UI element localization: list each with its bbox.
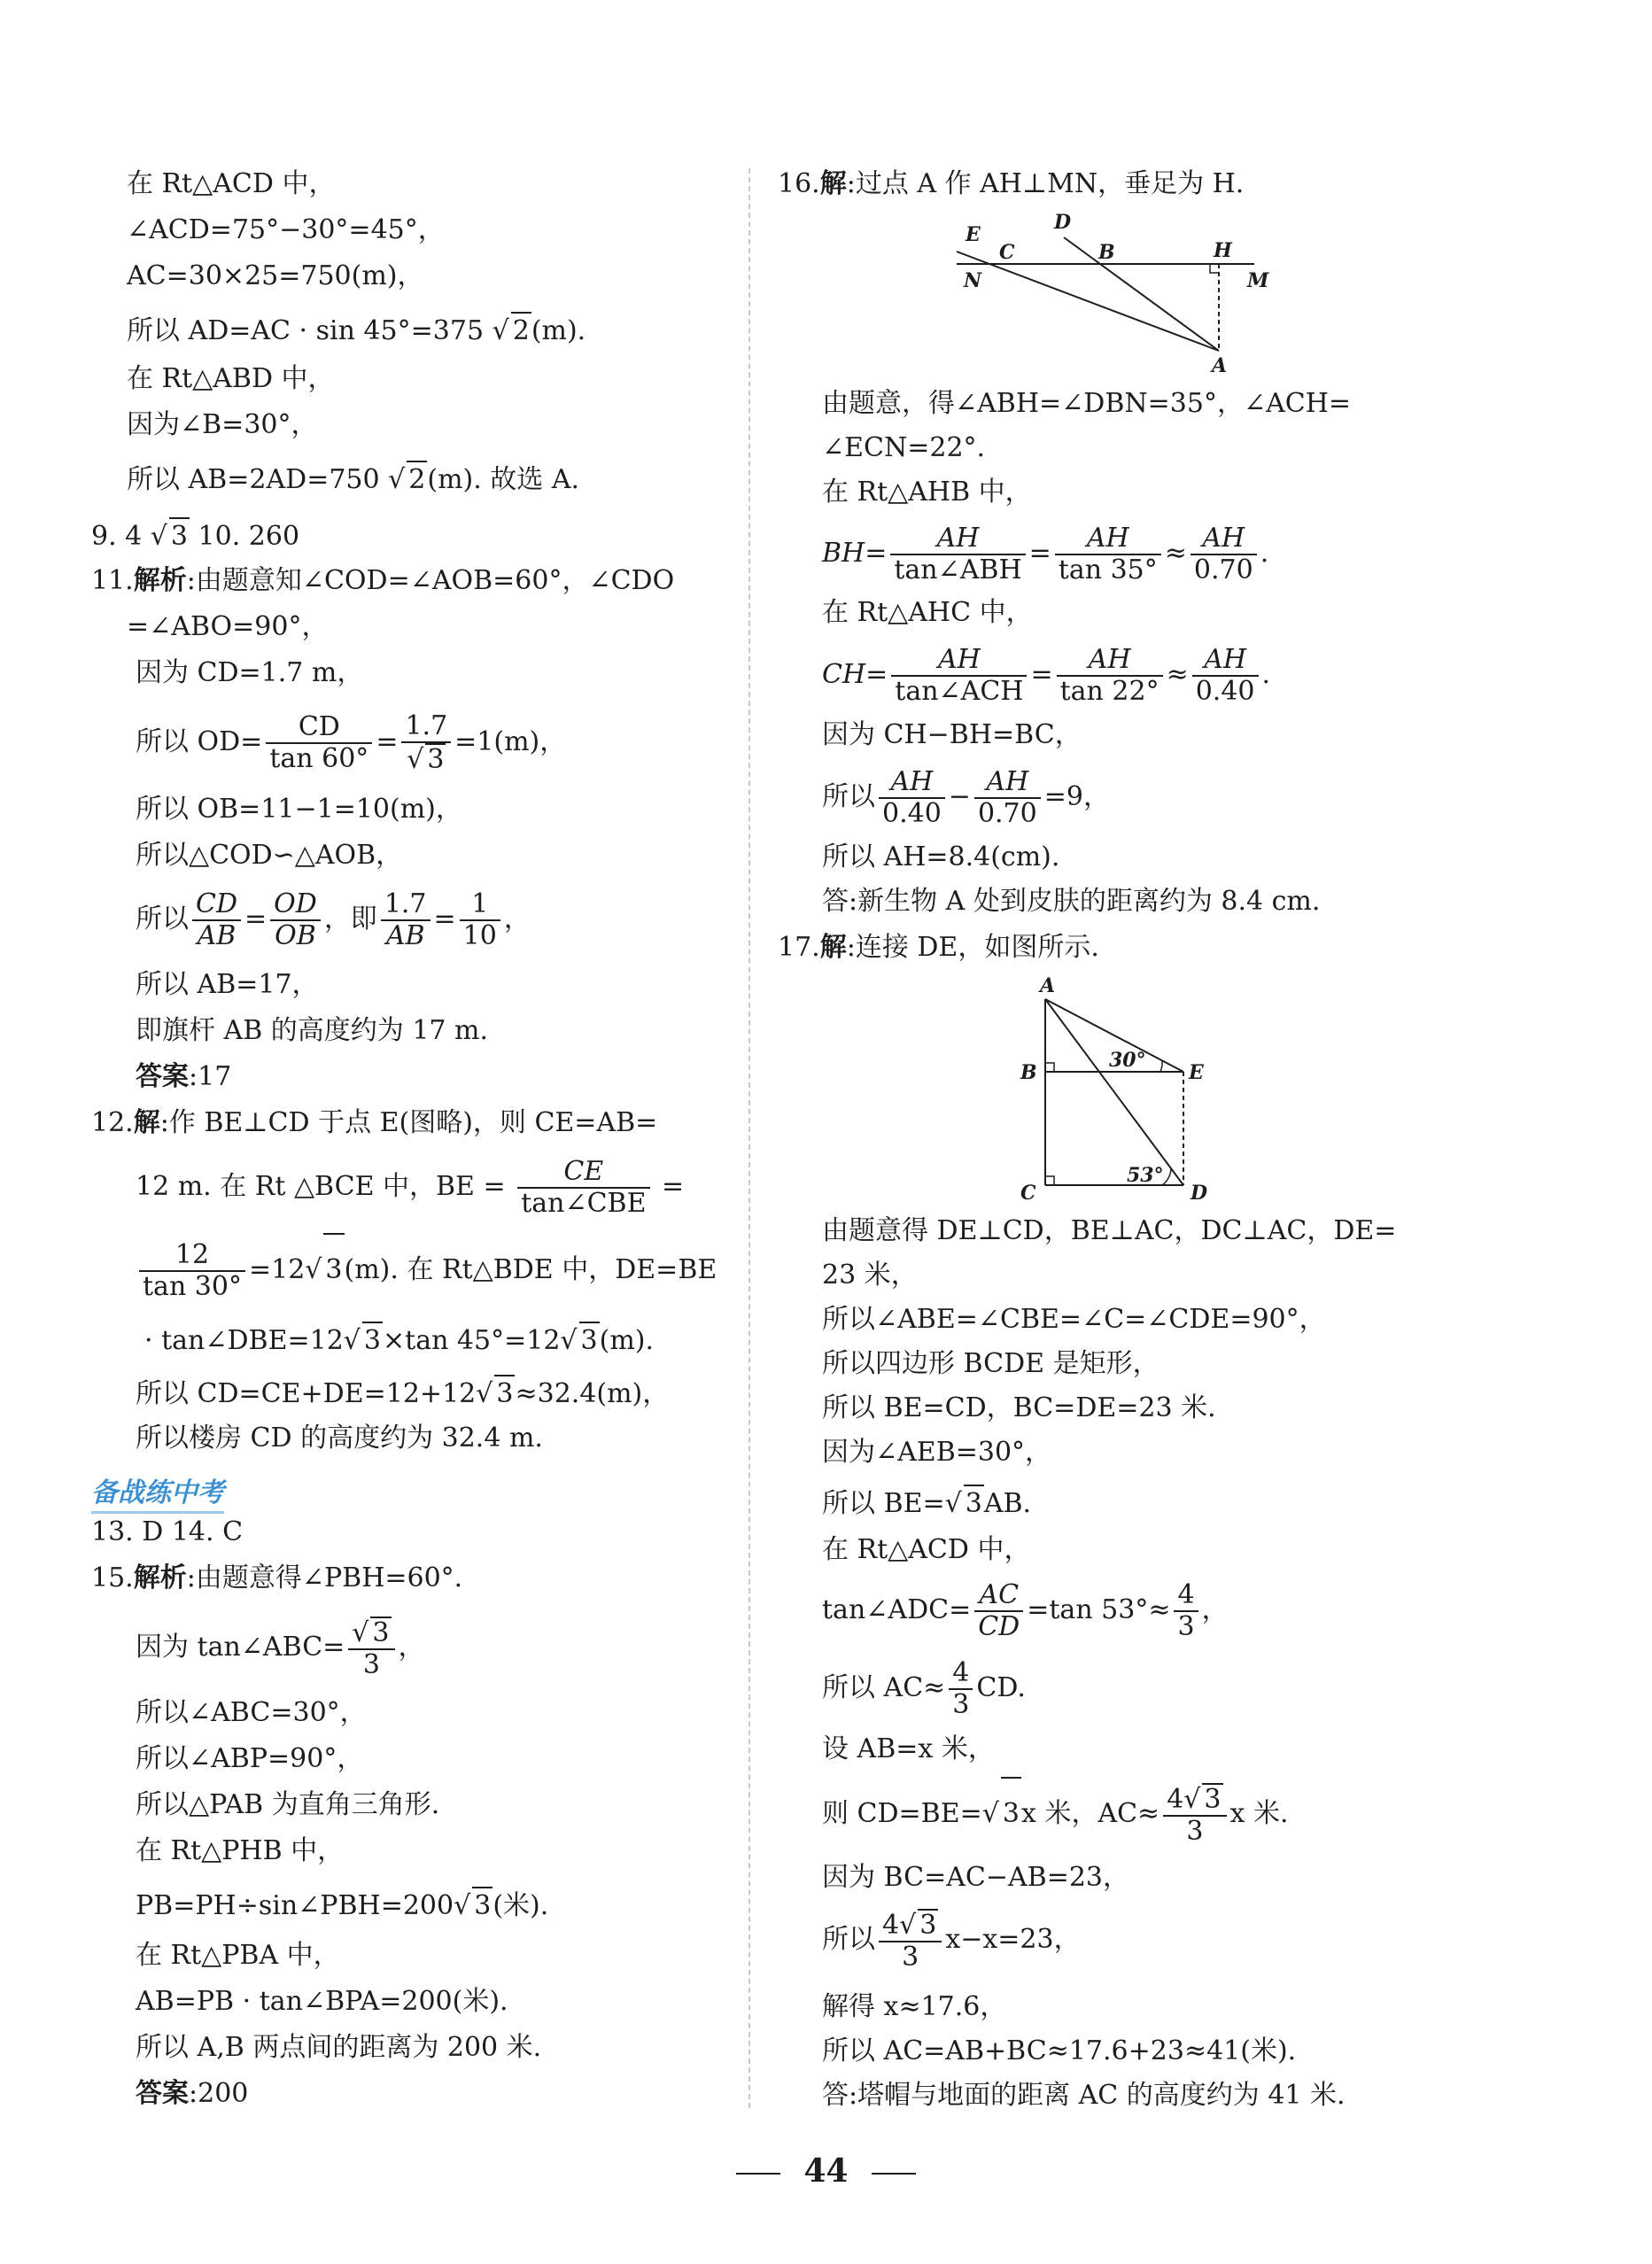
text-line: 在 Rt△ABD 中， xyxy=(127,363,335,394)
label-n: N xyxy=(964,269,982,292)
label-b: B xyxy=(1020,1061,1037,1084)
angle-arc-30 xyxy=(1160,1060,1162,1072)
text-line: 所以∠ABE=∠CBE=∠C=∠CDE=90°， xyxy=(822,1304,1326,1335)
answer-line: 答案:17 xyxy=(136,1061,232,1092)
equation-line: 所以 $\frac{CD}{AB}$ = $\frac{OD}{OB}$ ，即 $\frac{1.7}{AB}$ = $\frac{1}{10}$ ， xyxy=(136,888,531,951)
question-11: 11.解析:由题意知∠COD=∠AOB=60°，∠CDO xyxy=(91,565,675,596)
equation-line: 所以 AC≈ $\frac{4}{3}$ CD. xyxy=(822,1657,1026,1720)
label-b: B xyxy=(1098,241,1115,264)
text-line: ∠ECN=22°. xyxy=(822,432,986,463)
right-angle-mark xyxy=(1045,1063,1054,1072)
page-number: 44 xyxy=(0,2152,1652,2190)
text-line: PB=PH÷sin∠PBH=200√ 3(米). xyxy=(136,1887,548,1924)
text-line: ∠ACD=75°−30°=45°， xyxy=(127,214,445,245)
text-line: =∠ABO=90°， xyxy=(127,611,329,642)
equation-line: BH= $\frac{AH}{\text{tan∠ABH}}$ = $\frac{AH}{\tan 35^\circ}$ ≈ $\frac{AH}{0.70}$ . xyxy=(822,523,1269,585)
text-line: 所以△COD∽△AOB， xyxy=(136,840,403,871)
right-angle-mark xyxy=(1045,1176,1054,1185)
equation-line: 所以 $\frac{AH}{0.40}$ − $\frac{AH}{0.70}$ =9， xyxy=(822,766,1110,829)
text-line: 所以 AH=8.4(cm). xyxy=(822,841,1060,872)
right-angle-mark xyxy=(1210,264,1219,273)
text-line: 所以四边形 BCDE 是矩形， xyxy=(822,1348,1160,1379)
label-m: M xyxy=(1247,269,1269,292)
text-line: 在 Rt△PBA 中， xyxy=(136,1940,340,1971)
text-line: 所以 OB=11−1=10(m)， xyxy=(136,794,462,825)
figure-17 xyxy=(1010,973,1240,1203)
text-line: 所以 CD=CE+DE=12+12√ 3≈32.4(m)， xyxy=(136,1375,669,1412)
answer-line: 13. D 14. C xyxy=(91,1516,244,1547)
text-line: 所以 BE=√ 3AB. xyxy=(822,1485,1031,1522)
label-e: E xyxy=(1189,1061,1204,1084)
text-line: 因为 BC=AC−AB=23， xyxy=(822,1862,1130,1893)
text-line: · tan∠DBE=12√ 3×tan 45°=12√ 3(m). xyxy=(144,1322,654,1359)
equation-line: $\frac{12}{\tan 30^\circ}$ =12√ 3(m). 在 Rt△BDE 中，DE=BE xyxy=(136,1233,717,1304)
equation-line: 因为 tan∠ABC= √ $\frac{3}{3}$ ， xyxy=(136,1612,425,1683)
question-16: 16.解:过点 A 作 AH⊥MN，垂足为 H. xyxy=(778,168,1245,199)
text-line: 所以 AB=17， xyxy=(136,969,319,1000)
text-line: 答:新生物 A 处到皮肤的距离约为 8.4 cm. xyxy=(822,886,1321,917)
text-line: 所以∠ABC=30°， xyxy=(136,1697,367,1728)
text-line: 所以 BE=CD，BC=DE=23 米. xyxy=(822,1392,1216,1423)
answer-line: 9. 4 √ 3 10. 260 xyxy=(91,517,299,554)
label-a: A xyxy=(1040,974,1056,997)
text-line: 设 AB=x 米， xyxy=(822,1733,995,1764)
text-line: 因为∠B=30°， xyxy=(127,409,318,440)
question-12: 12.解:作 BE⊥CD 于点 E(图略)，则 CE=AB= xyxy=(91,1107,658,1138)
label-c: C xyxy=(1020,1182,1036,1203)
label-c: C xyxy=(999,241,1015,264)
label-h: H xyxy=(1214,239,1232,262)
text-line: 所以楼房 CD 的高度约为 32.4 m. xyxy=(136,1423,543,1454)
question-15: 15.解析:由题意得∠PBH=60°. xyxy=(91,1562,463,1593)
text-line: 因为 CH−BH=BC， xyxy=(822,719,1082,750)
text-line: 因为 CD=1.7 m， xyxy=(136,657,364,688)
section-title: 备战练中考 xyxy=(91,1470,224,1514)
line-ea xyxy=(957,252,1219,351)
text-line: 因为∠AEB=30°， xyxy=(822,1437,1052,1468)
text-line: 所以 AC=AB+BC≈17.6+23≈41(米). xyxy=(822,2035,1297,2066)
text-line: AB=PB · tan∠BPA=200(米). xyxy=(136,1986,508,2017)
column-divider xyxy=(748,168,750,2108)
text-line: 在 Rt△AHC 中， xyxy=(822,597,1033,628)
text-line: 所以 AD=AC · sin 45°=375 √ 2(m). xyxy=(127,312,586,349)
text-line: 由题意得 DE⊥CD，BE⊥AC，DC⊥AC，DE= xyxy=(822,1215,1397,1246)
text-line: 由题意，得∠ABH=∠DBN=35°，∠ACH= xyxy=(822,388,1351,419)
text-line: 在 Rt△PHB 中， xyxy=(136,1835,345,1866)
equation-line: tan∠ADC= $\frac{AC}{CD}$ =tan 53°≈ $\frac{4}{3}$ ， xyxy=(822,1579,1229,1642)
label-a: A xyxy=(1212,354,1228,377)
text-line: 所以 A,B 两点间的距离为 200 米. xyxy=(136,2032,542,2063)
line-da xyxy=(1064,237,1219,351)
text-line: 即旗杆 AB 的高度约为 17 m. xyxy=(136,1015,489,1046)
text-line: 所以∠ABP=90°， xyxy=(136,1743,364,1774)
equation-line: 12 m. 在 Rt △BCE 中，BE = $\frac{CE}{\text{tan∠CBE}}$ = xyxy=(136,1156,685,1219)
equation-line: 则 CD=BE=√ 3x 米，AC≈ $\frac{4√ 3}{3}$ x 米. xyxy=(822,1777,1289,1848)
text-line: 解得 x≈17.6， xyxy=(822,1991,1007,2022)
line-ad xyxy=(1045,999,1183,1185)
text-line: AC=30×25=750(m)， xyxy=(127,260,424,291)
text-line: 在 Rt△AHB 中， xyxy=(822,477,1032,508)
equation-line: 所以 OD= $\frac{CD}{\tan 60^\circ}$ = 1.7 √ 3 =1(m)， xyxy=(136,707,566,778)
text-line: 答:塔帽与地面的距离 AC 的高度约为 41 米. xyxy=(822,2080,1346,2111)
text-line: 23 米， xyxy=(822,1260,918,1291)
equation-line: CH= $\frac{AH}{\text{tan∠ACH}}$ = $\frac{AH}{\tan 22^\circ}$ ≈ $\frac{AH}{0.40}$ . xyxy=(822,644,1271,707)
text-line: 在 Rt△ACD 中， xyxy=(822,1534,1031,1565)
figure-16 xyxy=(948,209,1284,377)
text-line: 所以△PAB 为直角三角形. xyxy=(136,1789,440,1820)
angle-label-30: 30° xyxy=(1109,1049,1146,1072)
label-d: D xyxy=(1191,1182,1208,1203)
label-d: D xyxy=(1054,211,1072,234)
answer-line: 答案:200 xyxy=(136,2078,249,2109)
angle-label-53: 53° xyxy=(1127,1164,1164,1187)
question-17: 17.解:连接 DE，如图所示. xyxy=(778,932,1099,963)
text-line: 所以 AB=2AD=750 √ 2(m). 故选 A. xyxy=(127,461,579,498)
text-line: 在 Rt△ACD 中， xyxy=(127,168,336,199)
label-e: E xyxy=(966,223,981,246)
equation-line: 所以 $\frac{4√ 3}{3}$ x−x=23， xyxy=(822,1904,1081,1975)
